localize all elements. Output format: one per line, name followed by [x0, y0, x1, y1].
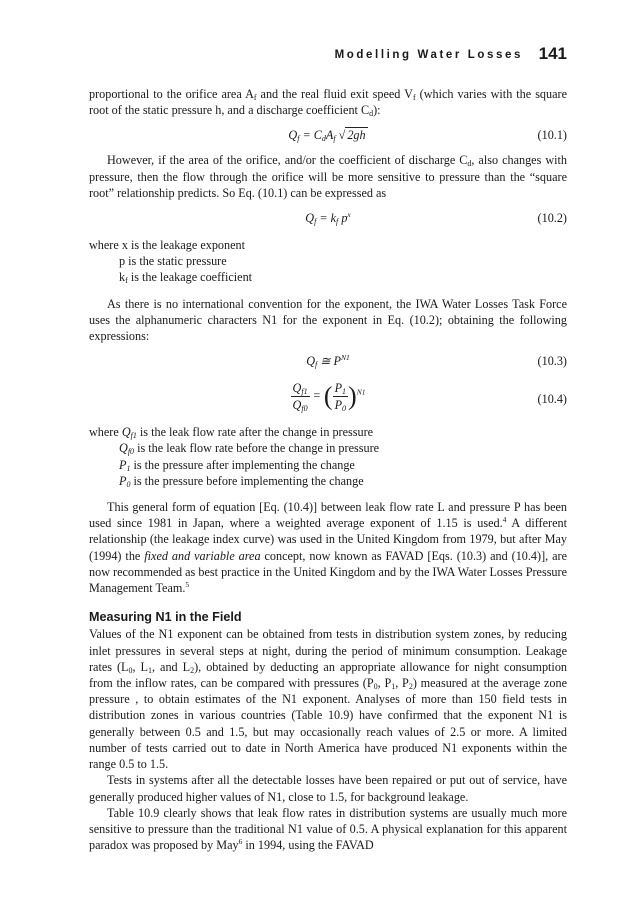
equation-10-4-formula: $\frac{Q_{f1}}{Q_{f0}}$ = ( $\frac{P_1}{P_0}$ )$^{N1}$ — [292, 381, 366, 414]
paragraph-5: Values of the N1 exponent can be obtained from tests in distribution system zones, by reducing inlet pressures in several steps at night, during the period of minimum consumption. Leakage rates ($L_0$, $L_1$, and $L_2$), obtained by deducting an appropriate allowance for night consumption from the inflow rates, can be compared with pressures ($P_0$, $P_1$, $P_2$) measured at the average zone pressure , to obtain estimates of the N1 exponent. Analyses of more than 150 field tests in distribution zones in various countries (Table 10.9) have confirmed that the exponent N1 is generally between 0.5 and 1.5, but may occasionally reach values of 2.5 or more. A limited number of tests carried out to date in North America have produced N1 exponents within the range 0.5 to 1.5. — [89, 627, 568, 772]
equation-10-3-number: (10.3) — [537, 354, 567, 369]
page-number: 141 — [538, 44, 567, 63]
running-header — [89, 44, 567, 68]
equation-10-1 — [89, 124, 567, 148]
equation-10-2-formula: $Q_f = k_f$ $p^x$ — [305, 210, 351, 227]
equation-10-1-number: (10.1) — [537, 128, 567, 143]
equation-10-4-number: (10.4) — [537, 392, 567, 407]
running-head: Modelling Water Losses — [334, 49, 523, 61]
where-pressure-before: $P_0$ is the pressure before implementing the change — [119, 473, 364, 489]
paragraph-7: Table 10.9 clearly shows that leak flow rates in distribution systems are usually much more sensitive to pressure than the traditional N1 value of 0.5. A physical explanation for this apparent paradox was proposed by May$^6$ in 1994, using the FAVAD — [89, 805, 567, 853]
paragraph-2: However, if the area of the orifice, and/or the coefficient of discharge $C_d$, also changes with pressure, then the flow through the orifice will be more sensitive to pressure than the “square root” relationship predicts. So Eq. (10.1) can be expressed as — [89, 153, 567, 200]
where-leak-after: where $Q_{f1}$ is the leak flow rate after the change in pressure — [89, 425, 374, 441]
where-leakage-exponent: where x is the leakage exponent — [89, 238, 246, 253]
equation-10-4 — [89, 380, 567, 418]
equation-10-1-formula: $Q_f = C_dA_f$ √ 2gh — [288, 128, 366, 144]
paragraph-3: As there is no international convention for the exponent, the IWA Water Losses Task Force uses the alphanumeric characters N1 for the exponent in Eq. (10.2); obtaining the following expressions: — [89, 296, 567, 344]
paragraph-4: This general form of equation [Eq. (10.4)] between leak flow rate L and pressure P has been used since 1981 in Japan, where a weighted average exponent of 1.15 is used.$^4$ A different relationship (the leakage index curve) was used in the United Kingdom from 1979, but after May (1994) the fixed and variable area concept, now known as FAVAD [Eqs. (10.3) and (10.4)], are now recommended as best practice in the United Kingdom and by the IWA Water Losses Pressure Management Team.$^5$ — [89, 500, 567, 596]
where-block-2 — [89, 424, 567, 489]
where-leak-before: $Q_{f0}$ is the leak flow rate before the change in pressure — [119, 441, 380, 457]
equation-10-3-formula: $Q_f$ ≅ $P^{N1}$ — [306, 353, 350, 370]
equation-10-2 — [89, 207, 567, 231]
where-static-pressure: p is the static pressure — [119, 254, 227, 269]
equation-10-3 — [89, 350, 567, 374]
equation-10-2-number: (10.2) — [537, 211, 567, 226]
page-body — [89, 86, 567, 853]
paragraph-6: Tests in systems after all the detectable losses have been repaired or put out of service, have generally produced higher values of N1, close to 1.5, for background leakage. — [89, 773, 567, 804]
section-heading: Measuring N1 in the Field — [89, 610, 242, 625]
paragraph-1: proportional to the orifice area $A_f$ and the real fluid exit speed $V_f$ (which varies with the square root of the static pressure h, and a discharge coefficient $C_d$): — [89, 87, 568, 119]
where-block-1 — [89, 237, 567, 286]
where-leakage-coefficient: $k_f$ is the leakage coefficient — [119, 270, 253, 286]
where-pressure-after: $P_1$ is the pressure after implementing the change — [119, 457, 355, 473]
